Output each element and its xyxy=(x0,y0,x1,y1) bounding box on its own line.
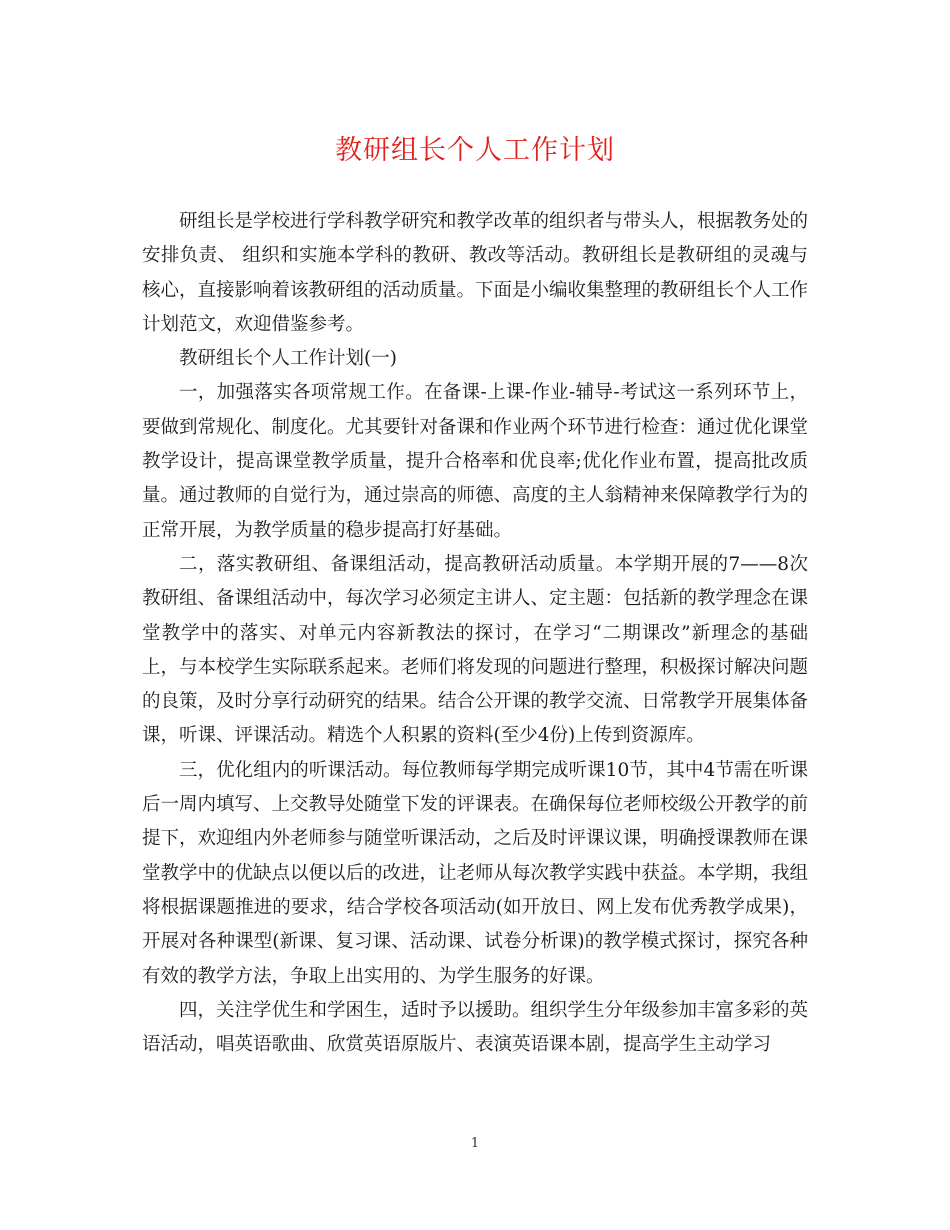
document-body xyxy=(142,205,808,1062)
section-heading: 教研组长个人工作计划(一) xyxy=(179,348,397,370)
paragraph-item-3: 三，优化组内的听课活动。每位教师每学期完成听课10节，其中4节需在听课后一周内填写、上交教导处随堂下发的评课表。在确保每位老师校级公开教学的前提下，欢迎组内外老师参与随堂听课活动，之后及时评课议课，明确授课教师在课堂教学中的优缺点以便以后的改进，让老师从每次教学实践中获益。本学期，我组将根据课题推进的要求，结合学校各项活动(如开放日、网上发布优秀教学成果)，开展对各种课型(新课、复习课、活动课、试卷分析课)的教学模式探讨，探究各种有效的教学方法，争取上出实用的、为学生服务的好课。 xyxy=(142,759,809,987)
paragraph-item-4: 四，关注学优生和学困生，适时予以援助。组织学生分年级参加丰富多彩的英语活动，唱英语歌曲、欣赏英语原版片、表演英语课本剧，提高学生主动学习 xyxy=(142,999,809,1056)
paragraph-intro: 研组长是学校进行学科教学研究和教学改革的组织者与带头人，根据教务处的安排负责、 组织和实施本学科的教研、教改等活动。教研组长是教研组的灵魂与核心，直接影响着该教研组的活动质量。下面是小编收集整理的教研组长个人工作计划范文，欢迎借鉴参考。 xyxy=(142,211,809,335)
paragraph-item-1: 一，加强落实各项常规工作。在备课-上课-作业-辅导-考试这一系列环节上，要做到常规化、制度化。尤其要针对备课和作业两个环节进行检查：通过优化课堂教学设计，提高课堂教学质量，提升合格率和优良率;优化作业布置，提高批改质量。通过教师的自觉行为，通过崇高的师德、高度的主人翁精神来保障教学行为的正常开展，为教学质量的稳步提高打好基础。 xyxy=(142,382,809,541)
paragraph-item-2: 二，落实教研组、备课组活动，提高教研活动质量。本学期开展的7——8次教研组、备课组活动中，每次学习必须定主讲人、定主题：包括新的教学理念在课堂教学中的落实、对单元内容新教法的探讨，在学习“二期课改”新理念的基础上，与本校学生实际联系起来。老师们将发现的问题进行整理，积极探讨解决问题的良策，及时分享行动研究的结果。结合公开课的教学交流、日常教学开展集体备课，听课、评课活动。精选个人积累的资料(至少4份)上传到资源库。 xyxy=(142,553,809,747)
document-title: 教研组长个人工作计划 xyxy=(335,135,615,166)
page-number: 1 xyxy=(470,1136,480,1151)
